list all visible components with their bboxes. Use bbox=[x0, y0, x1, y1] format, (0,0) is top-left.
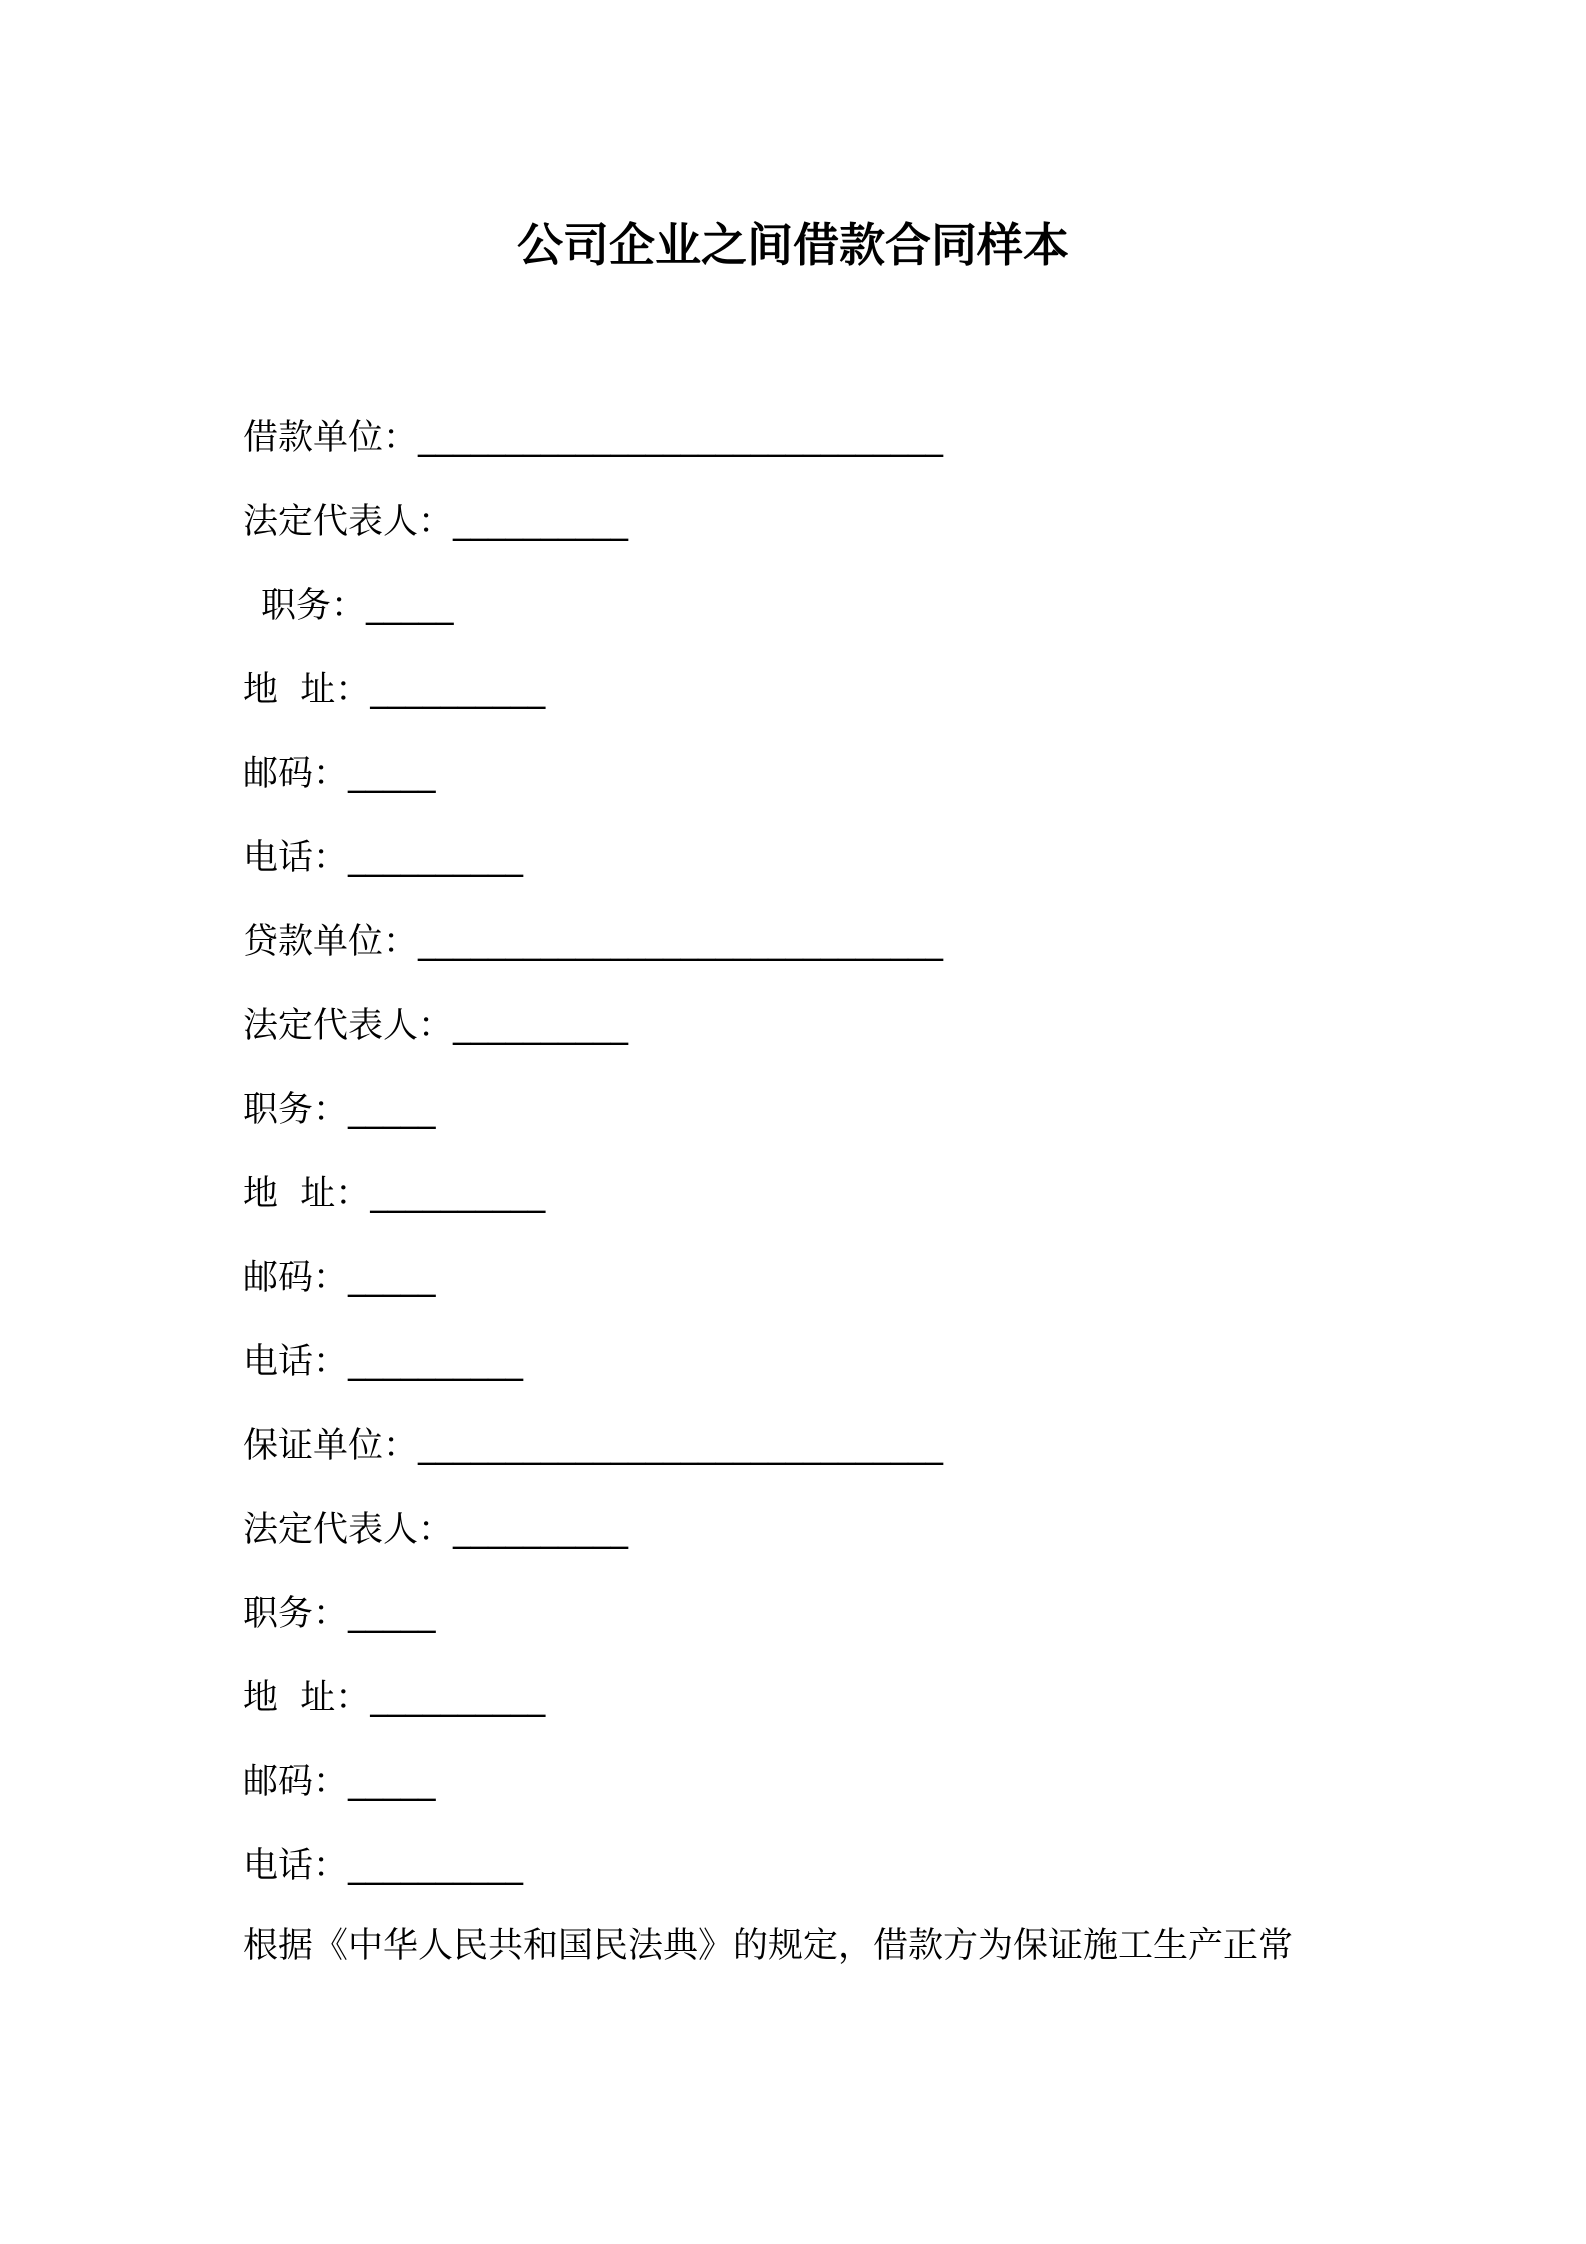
field-label: 法定代表人 bbox=[243, 502, 419, 542]
fill-in-blank: __________ bbox=[370, 670, 546, 710]
fill-in-blank: __________ bbox=[348, 1846, 524, 1886]
field-label: 电话 bbox=[243, 1342, 314, 1382]
fill-in-blank: _____ bbox=[366, 586, 454, 626]
guarantor-unit-field bbox=[243, 1416, 1443, 1500]
lender-address-field bbox=[243, 1164, 1443, 1248]
borrower-unit-field bbox=[243, 408, 1443, 492]
field-label: 贷款单位 bbox=[243, 922, 384, 962]
lender-postcode-field bbox=[243, 1248, 1443, 1332]
guarantor-phone-field bbox=[243, 1836, 1443, 1920]
guarantor-address-field bbox=[243, 1668, 1443, 1752]
field-label: 地 址 bbox=[243, 1174, 336, 1214]
field-label: 地 址 bbox=[243, 670, 336, 710]
borrower-position-field bbox=[243, 576, 1443, 660]
field-label: 职务 bbox=[243, 1594, 314, 1634]
fill-in-blank: _____ bbox=[348, 1594, 436, 1634]
field-label: 借款单位 bbox=[243, 418, 384, 458]
guarantor-legal-rep-field bbox=[243, 1500, 1443, 1584]
lender-legal-rep-field bbox=[243, 996, 1443, 1080]
borrower-phone-field bbox=[243, 828, 1443, 912]
field-colon: ： bbox=[383, 922, 419, 962]
lender-position-field bbox=[243, 1080, 1443, 1164]
field-colon: ： bbox=[335, 1174, 371, 1214]
field-label: 邮码 bbox=[243, 1762, 314, 1802]
borrower-postcode-field bbox=[243, 744, 1443, 828]
guarantor-position-field bbox=[243, 1584, 1443, 1668]
field-label: 职务 bbox=[243, 1090, 314, 1130]
field-colon: ： bbox=[313, 838, 349, 878]
field-label: 保证单位 bbox=[243, 1426, 384, 1466]
field-colon: ： bbox=[418, 1510, 454, 1550]
fill-in-blank: __________ bbox=[453, 1510, 629, 1550]
field-colon: ： bbox=[313, 1762, 349, 1802]
fill-in-blank: _____ bbox=[348, 1090, 436, 1130]
field-colon: ： bbox=[418, 1006, 454, 1046]
field-label: 电话 bbox=[243, 1846, 314, 1886]
field-colon: ： bbox=[313, 1594, 349, 1634]
field-label: 法定代表人 bbox=[243, 1006, 419, 1046]
fill-in-blank: ______________________________ bbox=[418, 418, 944, 458]
borrower-address-field bbox=[243, 660, 1443, 744]
fill-in-blank: _____ bbox=[348, 754, 436, 794]
field-label: 邮码 bbox=[243, 754, 314, 794]
field-label: 地 址 bbox=[243, 1678, 336, 1718]
lender-unit-field bbox=[243, 912, 1443, 996]
fill-in-blank: __________ bbox=[453, 1006, 629, 1046]
field-colon: ： bbox=[313, 1258, 349, 1298]
field-colon: ： bbox=[383, 1426, 419, 1466]
fill-in-blank: __________ bbox=[370, 1174, 546, 1214]
borrower-legal-rep-field bbox=[243, 492, 1443, 576]
field-colon: ： bbox=[418, 502, 454, 542]
field-label: 职务 bbox=[261, 586, 332, 626]
lender-phone-field bbox=[243, 1332, 1443, 1416]
fill-in-blank: __________ bbox=[370, 1678, 546, 1718]
guarantor-postcode-field bbox=[243, 1752, 1443, 1836]
fill-in-blank: ______________________________ bbox=[418, 922, 944, 962]
field-colon: ： bbox=[331, 586, 367, 626]
field-label: 电话 bbox=[243, 838, 314, 878]
fill-in-blank: ______________________________ bbox=[418, 1426, 944, 1466]
field-colon: ： bbox=[313, 1090, 349, 1130]
field-colon: ： bbox=[313, 1846, 349, 1886]
field-colon: ： bbox=[335, 670, 371, 710]
fill-in-blank: __________ bbox=[453, 502, 629, 542]
fill-in-blank: _____ bbox=[348, 1258, 436, 1298]
document-title: 公司企业之间借款合同样本 bbox=[517, 218, 1069, 272]
fill-in-blank: __________ bbox=[348, 1342, 524, 1382]
field-colon: ： bbox=[313, 754, 349, 794]
field-colon: ： bbox=[335, 1678, 371, 1718]
fill-in-blank: _____ bbox=[348, 1762, 436, 1802]
opening-paragraph: 根据《中华人民共和国民法典》的规定，借款方为保证施工生产正常 bbox=[243, 1926, 1294, 1966]
field-label: 法定代表人 bbox=[243, 1510, 419, 1550]
party-info-fields bbox=[243, 408, 1443, 1920]
field-label: 邮码 bbox=[243, 1258, 314, 1298]
field-colon: ： bbox=[313, 1342, 349, 1382]
fill-in-blank: __________ bbox=[348, 838, 524, 878]
field-colon: ： bbox=[383, 418, 419, 458]
